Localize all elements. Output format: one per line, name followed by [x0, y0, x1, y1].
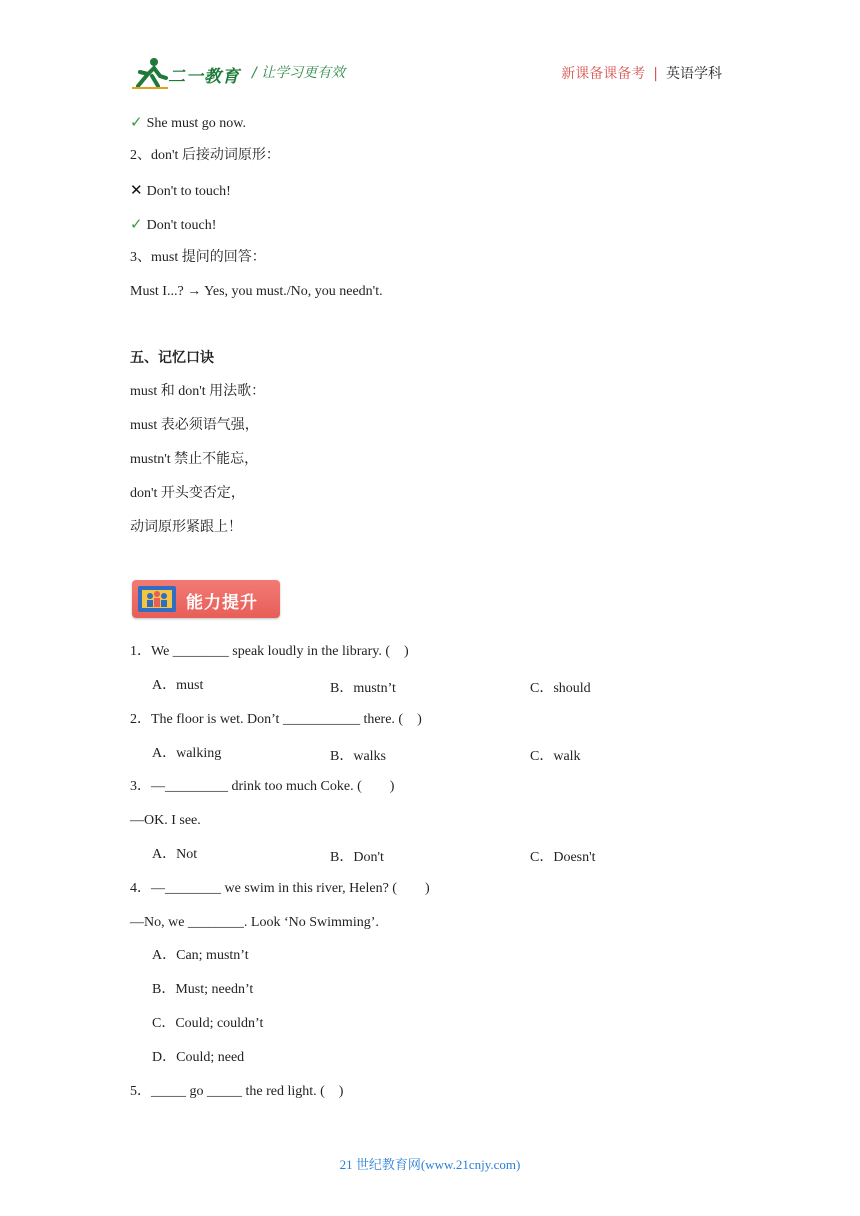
option-a: A．Not: [152, 847, 198, 862]
page-header: [130, 56, 730, 92]
option-b: B．Must; needn’t: [152, 982, 254, 997]
option-c: C．walk: [530, 749, 581, 764]
note-text: She must go now.: [146, 116, 247, 131]
question-4: 4．—________ we swim in this river, Helen? ( ): [130, 881, 430, 896]
brand-logo: [130, 56, 240, 90]
question-3-reply: —OK. I see.: [130, 813, 201, 828]
note-line-3: [130, 181, 231, 201]
runner-logo-icon: [130, 56, 170, 90]
check-mark-icon: ✓: [130, 113, 143, 131]
option-d: D．Could; need: [152, 1050, 245, 1065]
question-5: 5．_____ go _____ the red light. ( ): [130, 1084, 344, 1099]
header-subject: [561, 63, 722, 83]
option-c: C．Could; couldn’t: [152, 1016, 264, 1031]
header-tag: 新课备课备考: [561, 66, 646, 82]
question-4-reply: —No, we ________. Look ‘No Swimming’.: [130, 915, 379, 930]
note-line-2: 2、don't 后接动词原形：: [130, 148, 280, 163]
mnemonic-line: don't 开头变否定，: [130, 486, 245, 501]
question-1: 1．We ________ speak loudly in the library. ( ): [130, 644, 409, 659]
option-c: C．should: [530, 681, 591, 696]
mnemonic-line: 动词原形紧跟上！: [130, 520, 242, 535]
subject-label: 英语学科: [666, 66, 722, 82]
option-a: A．walking: [152, 746, 222, 761]
option-a: A．Can; mustn’t: [152, 948, 249, 963]
logo-text: 二一教育: [168, 67, 240, 87]
page-footer: 21 世纪教育网(www.21cnjy.com): [339, 1157, 521, 1172]
slogan: / 让学习更有效: [252, 65, 346, 81]
section-heading: 五、记忆口诀: [130, 350, 214, 366]
note-line-5: 3、must 提问的回答：: [130, 250, 266, 265]
mnemonic-line: mustn't 禁止不能忘，: [130, 452, 259, 467]
header-divider: |: [653, 66, 658, 82]
note-text: Don't touch!: [146, 218, 217, 233]
option-b: B．mustn’t: [330, 681, 396, 696]
option-a: A．must: [152, 678, 204, 693]
mnemonic-line: must 和 don't 用法歌：: [130, 384, 266, 399]
question-3: 3．—_________ drink too much Coke. ( ): [130, 779, 395, 794]
note-line-6: Must I...? → Yes, you must./No, you needn't.: [130, 284, 383, 299]
note-text: Don't to touch!: [146, 184, 231, 199]
option-b: B．walks: [330, 749, 386, 764]
option-c: C．Doesn't: [530, 850, 596, 865]
note-line-4: [130, 215, 216, 235]
note-line-1: [130, 113, 246, 133]
badge-label: 能力提升: [186, 593, 258, 613]
option-b: B．Don't: [330, 850, 384, 865]
people-icon: [138, 586, 176, 612]
cross-mark-icon: ✕: [130, 181, 143, 199]
mnemonic-line: must 表必须语气强，: [130, 418, 259, 433]
ability-section-badge: [132, 580, 280, 618]
question-2: 2．The floor is wet. Don’t ___________ there. ( ): [130, 712, 422, 727]
check-mark-icon: ✓: [130, 215, 143, 233]
